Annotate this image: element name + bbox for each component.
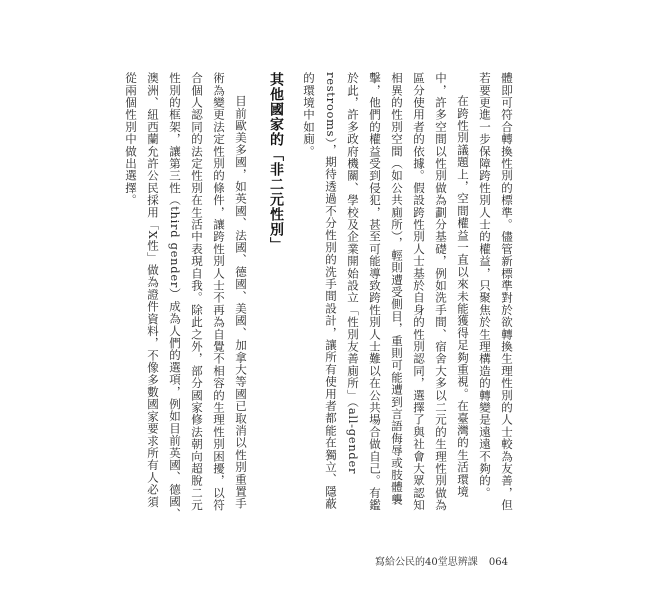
paragraph-3: 目前歐美多國，如英國、法國、德國、美國、加拿大等國已取消以性別重置手術為變更法定性別的條件，讓跨性別人士不再為自覺不相容的生理性別困擾，以符合個人認同的法定性別在生活中表現自我。除此之外，部分國家修法朝向超脫二元性別的框架，讓第三性（third gender）成為人們的選項，例如目前英國、德國、澳洲、紐西蘭允許公民採用「X性」做為證件資料，不像多數國家要求所有人必須從兩個性別中做出選擇。 (124, 72, 248, 520)
body-text (124, 72, 518, 520)
page-footer (375, 553, 508, 568)
paragraph-1: 體即可符合轉換性別的標準。儘管新標準對於欲轉換生理性別的人士較為友善，但若要更進一步保障跨性別人士的權益，只聚焦於生理構造的轉變是遠遠不夠的。 (478, 72, 514, 512)
page-number: 064 (488, 557, 509, 568)
running-title: 寫給公民的40堂思辨課 (375, 557, 478, 568)
section-heading: 其他國家的「非二元性別」 (268, 72, 284, 252)
paragraph-2: 在跨性別議題上，空間權益一直以來未能獲得足夠重視。在臺灣的生活環境中，許多空間以性別做為劃分基礎，例如洗手間、宿舍大多以二元的生理性別做為區分使用者的依據。假設跨性別人士基於自身的性別認同，選擇了與社會大眾認知相異的性別空間（如公共廁所），輕則遭受側目，重則可能遭到言語侮辱或肢體襲擊，他們的權益受到侵犯，甚至可能導致跨性別人士難以在公共場合做自己。有鑑於此，許多政府機關、學校及企業開始設立「性別友善廁所」（all-gender restrooms），期待透過不分性別的洗手間設計，讓所有使用者都能在獨立、隱蔽的環境中如廁。 (302, 72, 470, 512)
